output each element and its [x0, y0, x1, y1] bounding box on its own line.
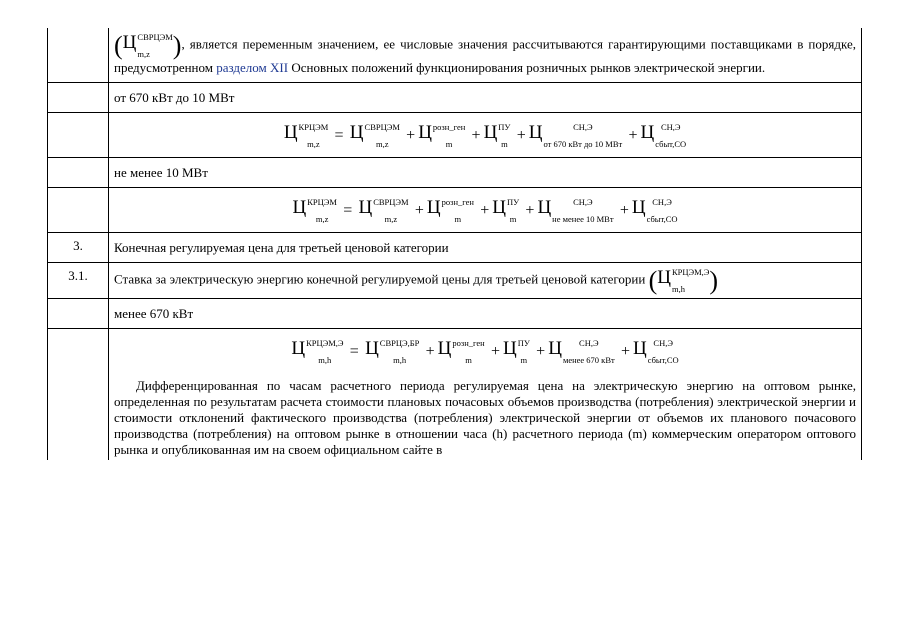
table-row [48, 329, 862, 461]
formula-symbol: Ц СВРЦЭМ m,z [122, 32, 173, 59]
table-row [48, 233, 862, 263]
category-label-cell [109, 299, 862, 329]
row-number: 3. [48, 233, 109, 263]
category-label: не менее 10 МВт [114, 165, 208, 180]
table-row [48, 28, 862, 83]
section-title-cell [109, 233, 862, 263]
section-link[interactable]: разделом XII [216, 60, 289, 75]
category-label-cell [109, 158, 862, 188]
category-label-cell [109, 83, 862, 113]
formula-cell [109, 329, 862, 461]
description-text: , является переменным значением, ее числовые значения рассчитываются гарантирующими поставщиками в порядке, предусмотренном [114, 36, 856, 75]
formula-symbol: Ц КРЦЭМ,Э m,h [657, 267, 710, 294]
formula-cell [109, 188, 862, 233]
row-number-cell [48, 28, 109, 83]
explanation-paragraph: Дифференцированная по часам расчетного периода регулируемая цена на электрическую энергию на оптовом рынке, определенная по результатам расчета стоимости плановых почасовых объемов производства (потребления) электрической энергии и стоимости отклонений фактического производства (потребления) электрической энергии от объемов их планового почасового производства (потребления) на оптовом рынке в отношении часа (h) расчетного периода (m) коммерческим оператором оптового рынка и опубликованная им на своем официальном сайте в [114, 378, 856, 457]
table-row [48, 188, 862, 233]
formula: Ц КРЦЭМ m,z = Ц СВРЦЭМ m,z + Ц розн_ген m + Ц ПУ m + Ц СН,Э от 670 кВт до 10 МВт + Ц СН,Э сбыт,СО [283, 122, 687, 149]
formula-cell [109, 113, 862, 158]
content-cell: (Ц СВРЦЭМ m,z ), является переменным значением, ее числовые значения рассчитываются гарантирующими поставщиками в порядке, предусмотренном разделом XII Основных положений функционирования розничных рынков электрической энергии. [109, 28, 862, 83]
section-title: Ставка за электрическую энергию конечной регулируемой цены для третьей ценовой категории [114, 271, 646, 287]
section-title-cell: Ставка за электрическую энергию конечной регулируемой цены для третьей ценовой категории (Ц КРЦЭМ,Э m,h ) [109, 263, 862, 299]
category-label: менее 670 кВт [114, 306, 194, 321]
formula: Ц КРЦЭМ m,z = Ц СВРЦЭМ m,z + Ц розн_ген m + Ц ПУ m + Ц СН,Э не менее 10 МВт + Ц СН,Э сбыт,СО [292, 197, 678, 224]
table-row [48, 83, 862, 113]
formula: Ц КРЦЭМ,Э m,h = Ц СВРЦЭ,БР m,h + Ц розн_ген m + Ц ПУ m + Ц СН,Э менее 670 кВт + Ц СН,Э сбыт,СО [291, 338, 679, 365]
table-row [48, 158, 862, 188]
table-row [48, 263, 862, 299]
table-row [48, 113, 862, 158]
section-title: Конечная регулируемая цена для третьей ценовой категории [114, 240, 449, 255]
description-text-end: Основных положений функционирования розничных рынков электрической энергии. [288, 60, 766, 75]
category-label: от 670 кВт до 10 МВт [114, 90, 235, 105]
row-number: 3.1. [48, 263, 109, 299]
tariff-table [47, 28, 862, 460]
table-row [48, 299, 862, 329]
